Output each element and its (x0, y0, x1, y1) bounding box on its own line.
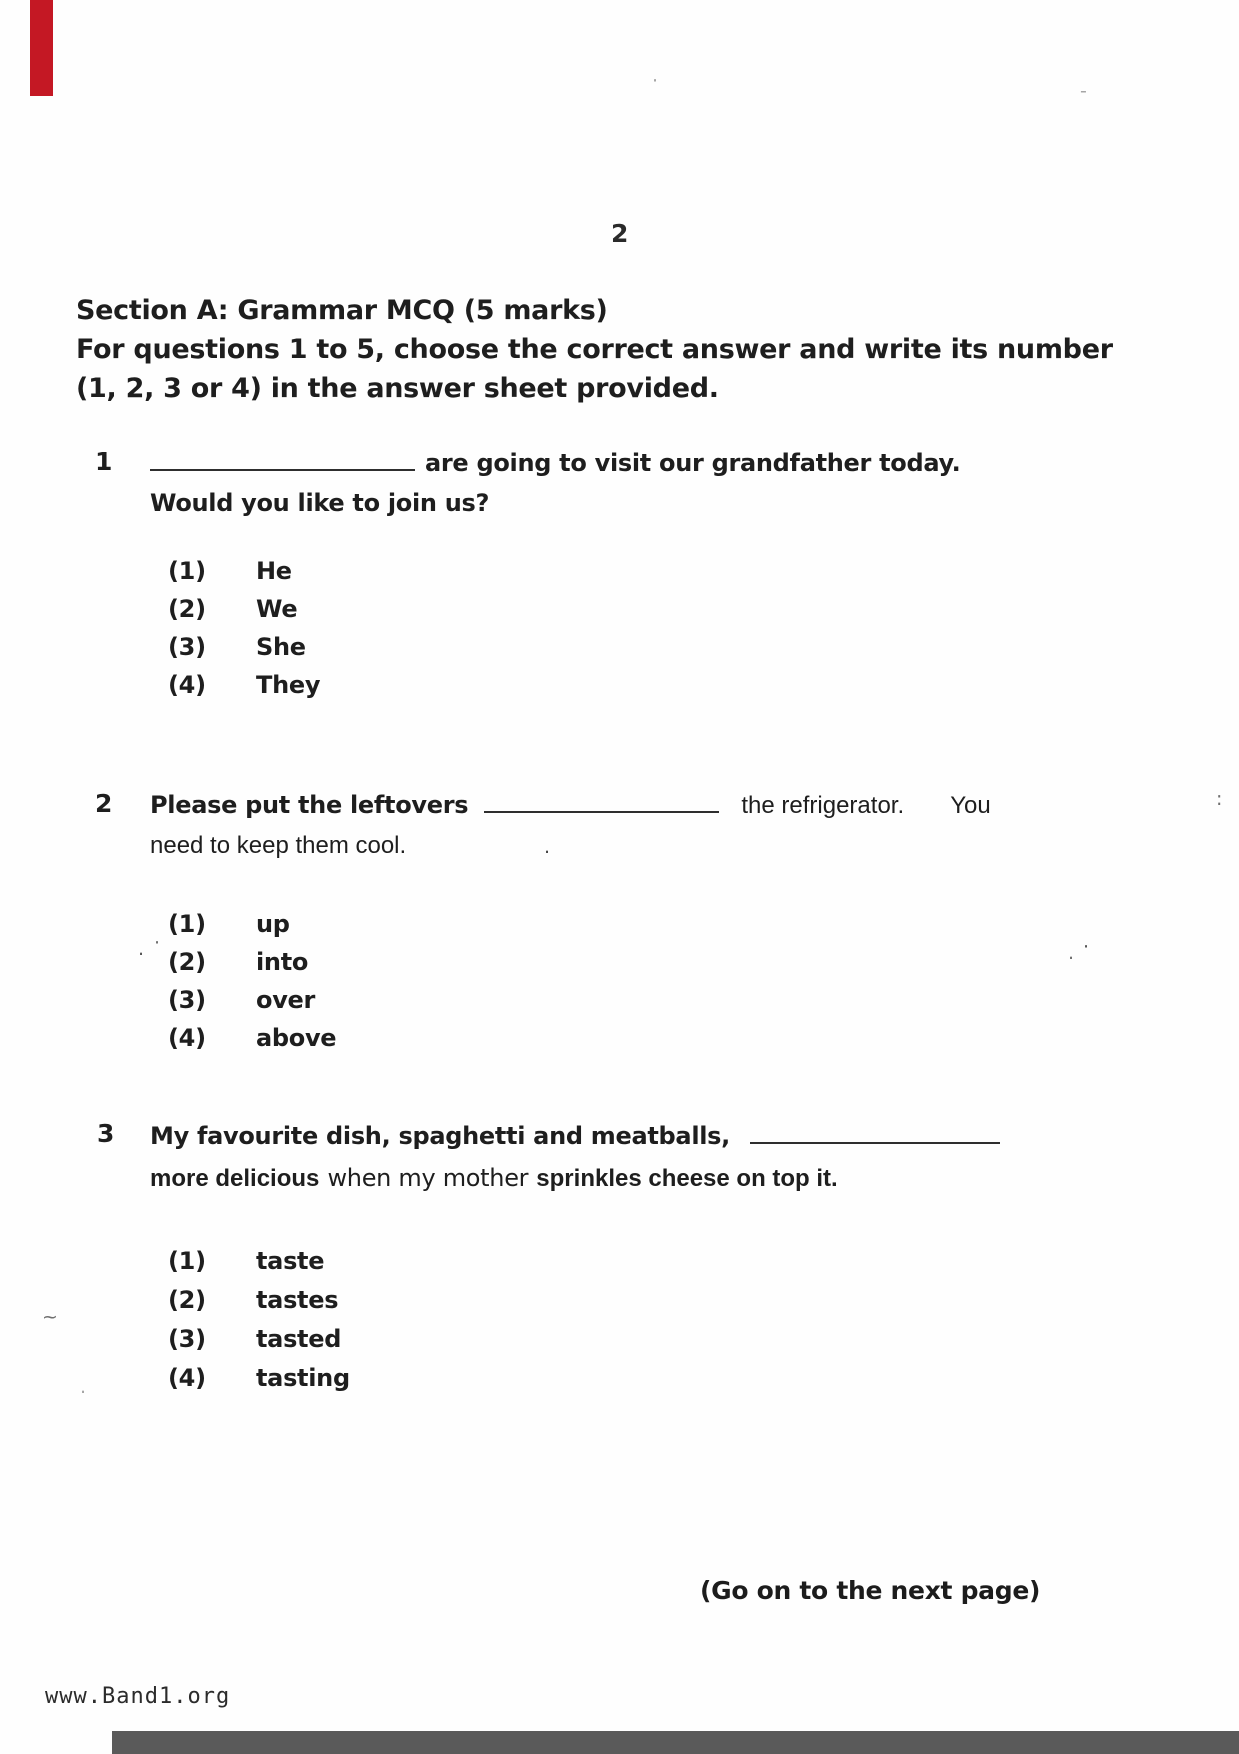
option-row (168, 1019, 336, 1057)
option-label: tasted (256, 1325, 342, 1353)
stray-mark: - (1080, 80, 1087, 102)
option-label: We (256, 595, 298, 623)
answer-blank (484, 790, 719, 813)
option-label: tastes (256, 1286, 339, 1314)
option-number: (2) (168, 595, 206, 623)
question-2-line-1a: Please put the leftovers (150, 791, 469, 819)
question-2-number: 2 (95, 789, 113, 818)
question-2-line-1c: You (950, 792, 991, 819)
option-label: taste (256, 1247, 325, 1275)
option-number: (4) (168, 1024, 206, 1052)
question-3-text (150, 1115, 1190, 1200)
stray-mark: . (80, 1376, 87, 1398)
question-1-line-1: are going to visit our grandfather today. (425, 449, 961, 477)
option-row (168, 1359, 350, 1398)
section-title: Section A: Grammar MCQ (5 marks) (76, 295, 608, 326)
option-label: tasting (256, 1364, 350, 1392)
option-label: They (256, 671, 321, 699)
stray-mark: . (138, 938, 145, 960)
option-row (168, 590, 320, 628)
question-3-line-2a: more delicious (150, 1165, 320, 1192)
question-1-text (150, 443, 1190, 523)
red-margin-bar (30, 0, 53, 96)
answer-blank (750, 1121, 1000, 1144)
question-3-line-2b: when my mother (327, 1164, 529, 1192)
option-number: (1) (168, 910, 206, 938)
stray-mark: ~ (42, 1306, 58, 1328)
option-row (168, 981, 336, 1019)
option-row (168, 905, 336, 943)
option-number: (4) (168, 671, 206, 699)
question-3-number: 3 (97, 1119, 115, 1148)
option-number: (3) (168, 633, 206, 661)
question-1-line-2: Would you like to join us? (150, 489, 490, 517)
option-row (168, 1281, 350, 1320)
option-number: (4) (168, 1364, 206, 1392)
option-number: (2) (168, 1286, 206, 1314)
question-2-text (150, 785, 1190, 866)
stray-mark: . (544, 836, 551, 858)
stray-mark: · (1083, 936, 1090, 958)
go-on-note: (Go on to the next page) (700, 1576, 1041, 1605)
option-label: above (256, 1024, 337, 1052)
stray-mark: . (1068, 942, 1075, 964)
option-number: (2) (168, 948, 206, 976)
question-1-options (168, 552, 320, 704)
stray-mark: · (652, 70, 659, 92)
option-row (168, 943, 336, 981)
question-2-line-2: need to keep them cool. (150, 832, 407, 859)
option-label: over (256, 986, 316, 1014)
stray-mark: : (1216, 788, 1223, 810)
answer-blank (150, 448, 415, 471)
stray-mark: · (154, 932, 161, 954)
option-label: into (256, 948, 309, 976)
option-row (168, 552, 320, 590)
question-3-line-2c: sprinkles cheese on top it. (536, 1165, 838, 1192)
option-label: up (256, 910, 290, 938)
option-label: He (256, 557, 292, 585)
question-2-line-1b: the refrigerator. (741, 792, 905, 819)
question-3-options (168, 1242, 350, 1398)
option-number: (1) (168, 557, 206, 585)
page-number: 2 (610, 219, 629, 248)
option-label: She (256, 633, 306, 661)
option-row (168, 1320, 350, 1359)
option-row (168, 628, 320, 666)
option-number: (3) (168, 1325, 206, 1353)
question-1-number: 1 (95, 447, 113, 476)
option-number: (1) (168, 1247, 206, 1275)
option-row (168, 1242, 350, 1281)
footer-url: www.Band1.org (45, 1684, 231, 1709)
question-3-line-1: My favourite dish, spaghetti and meatballs, (150, 1122, 730, 1150)
scan-edge-bar (112, 1731, 1239, 1754)
question-2-options (168, 905, 336, 1057)
instructions-line-1: For questions 1 to 5, choose the correct answer and write its number (76, 334, 1113, 365)
instructions-line-2: (1, 2, 3 or 4) in the answer sheet provided. (76, 373, 719, 404)
section-header (76, 291, 1206, 408)
option-row (168, 666, 320, 704)
option-number: (3) (168, 986, 206, 1014)
